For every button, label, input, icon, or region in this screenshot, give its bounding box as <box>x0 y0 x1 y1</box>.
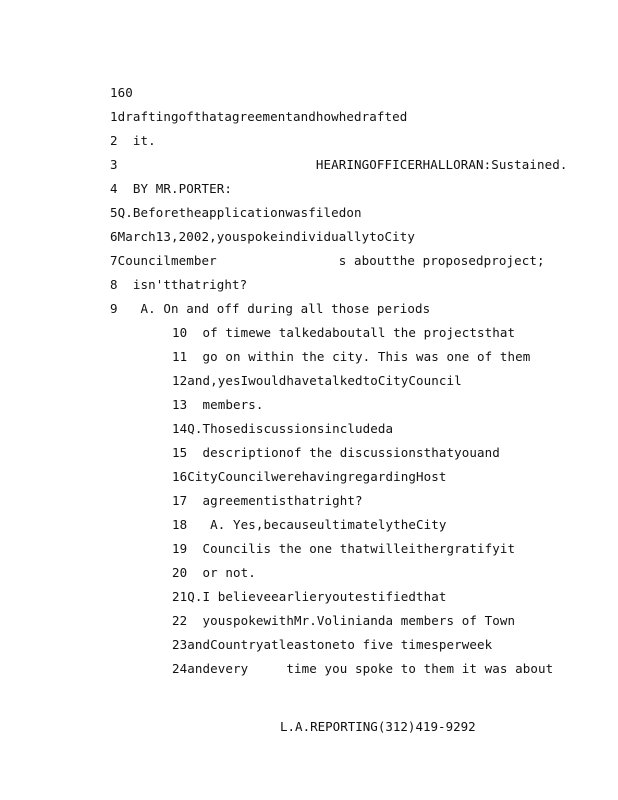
transcript-line-3: 3 HEARINGOFFICERHALLORAN:Sustained. <box>110 157 568 172</box>
transcript-line-6: 6March13,2002,youspokeindividuallytoCity <box>110 229 416 244</box>
transcript-line-12: 12and,yesIwouldhavetalkedtoCityCouncil <box>172 373 462 388</box>
transcript-line-13: 13 members. <box>172 397 264 412</box>
transcript-line-4: 4 BY MR.PORTER: <box>110 181 233 196</box>
transcript-line-2: 2 it. <box>110 133 156 148</box>
transcript-line-24: 24andevery time you spoke to them it was about <box>172 661 554 676</box>
transcript-line-23: 23andCountryatleastoneto five timesperweek <box>172 637 493 652</box>
transcript-line-10: 10 of timewe talkedaboutall the projectsthat <box>172 325 516 340</box>
transcript-line-21: 21Q.I believeearlieryoutestifiedthat <box>172 589 447 604</box>
transcript-line-9: 9 A. On and off during all those periods <box>110 301 431 316</box>
transcript-line-8: 8 isn'tthatright? <box>110 277 248 292</box>
transcript-line-7: 7Councilmember s aboutthe proposedproject; <box>110 253 545 268</box>
transcript-line-19: 19 Councilis the one thatwilleithergratifyit <box>172 541 516 556</box>
transcript-line-18: 18 A. Yes,becauseultimatelytheCity <box>172 517 447 532</box>
transcript-line-15: 15 descriptionof the discussionsthatyouand <box>172 445 500 460</box>
page-number: 160 <box>110 85 133 100</box>
transcript-line-11: 11 go on within the city. This was one of them <box>172 349 531 364</box>
transcript-line-17: 17 agreementisthatright? <box>172 493 363 508</box>
transcript-line-22: 22 youspokewithMr.Volinianda members of Town <box>172 613 516 628</box>
transcript-line-20: 20 or not. <box>172 565 256 580</box>
transcript-line-14: 14Q.Thosediscussionsincludeda <box>172 421 394 436</box>
transcript-line-5: 5Q.Beforetheapplicationwasfiledon <box>110 205 362 220</box>
reporter-footer: L.A.REPORTING(312)419-9292 <box>280 719 476 734</box>
transcript-line-16: 16CityCouncilwerehavingregardingHost <box>172 469 447 484</box>
transcript-line-1: 1draftingofthatagreementandhowhedrafted <box>110 109 408 124</box>
